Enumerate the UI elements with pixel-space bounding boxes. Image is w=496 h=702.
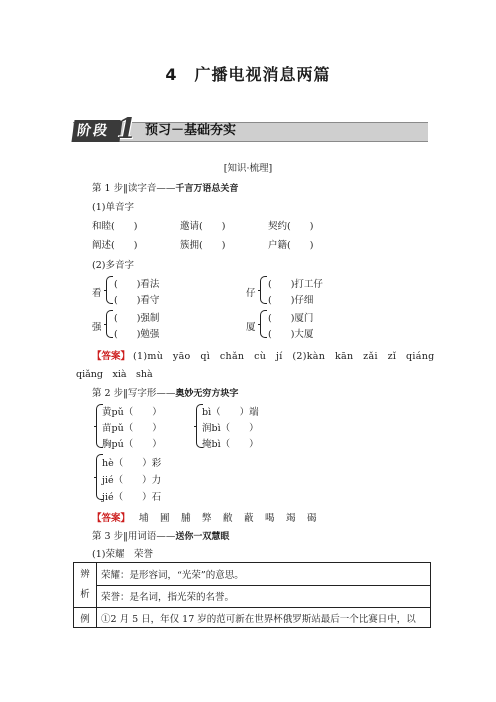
single-cell: 户籍( ) xyxy=(268,240,314,251)
single-cell: 阐述( ) xyxy=(92,240,138,251)
glyph-item: 胸pú（ ） xyxy=(102,439,162,450)
multi-option: ( )看法 xyxy=(114,279,160,290)
words-heading: (1)荣耀 荣誉 xyxy=(92,549,153,560)
multi-option: ( )强制 xyxy=(114,313,160,324)
glyph-item: hè（ ）彩 xyxy=(102,458,162,469)
multi-option: ( )厦门 xyxy=(268,313,314,324)
single-cell: 契约( ) xyxy=(268,221,314,232)
glyph-item: 黄pǔ（ ） xyxy=(102,407,162,418)
single-cell: 邀请( ) xyxy=(180,221,226,232)
multi-option: ( )大厦 xyxy=(268,329,314,340)
page-title: 4 广播电视消息两篇 xyxy=(165,65,331,84)
multi-char: 仔 xyxy=(246,288,256,299)
table-cell: 荣耀：是形容词，“光荣”的意思。 xyxy=(97,563,431,586)
multi-option: ( )看守 xyxy=(114,295,160,306)
glyph-item: bì（ ）端 xyxy=(202,407,259,418)
step3-label: 第 3 步‖用词语—— xyxy=(92,531,176,542)
glyph-item: 掩bì（ ） xyxy=(202,439,259,450)
step3-heading xyxy=(92,528,229,542)
banner-title: 预习－基础夯实 xyxy=(145,123,237,138)
table-row xyxy=(74,585,431,608)
brace xyxy=(260,310,267,338)
side-char: 析 xyxy=(80,589,90,600)
step2-bold: 奥妙无穷方块字 xyxy=(175,389,239,399)
step2-label: 第 2 步‖写字形—— xyxy=(92,388,176,399)
step3-bold: 送你一双慧眼 xyxy=(175,532,230,542)
multi-heading: (2)多音字 xyxy=(92,260,134,271)
brace xyxy=(260,276,267,304)
answer-block xyxy=(92,510,318,524)
multi-char: 看 xyxy=(92,288,102,299)
glyph-item: 苗pǔ（ ） xyxy=(102,423,162,434)
table-side-label: 例 xyxy=(74,608,97,628)
single-heading: (1)单音字 xyxy=(92,202,134,213)
answer-block xyxy=(92,348,435,362)
banner-stage-number: 1 xyxy=(117,112,137,145)
multi-char: 厦 xyxy=(246,322,256,333)
banner-stage-label: 阶段 xyxy=(71,120,122,142)
side-char: 辨 xyxy=(80,569,90,580)
answer-text: (1)mù yāo qì chǎn cù jí (2)kàn kān zǎi zǐ qiáng xyxy=(133,351,435,362)
analysis-table xyxy=(73,562,431,628)
multi-char: 强 xyxy=(92,322,102,333)
glyph-item: jié（ ）力 xyxy=(102,475,162,486)
multi-option: ( )打工仔 xyxy=(268,279,323,290)
glyph-item: 润bì（ ） xyxy=(202,423,259,434)
step1-label: 第 1 步‖读字音—— xyxy=(92,183,176,194)
answer-label: 【答案】 xyxy=(92,351,131,362)
section-banner xyxy=(73,114,428,144)
table-side-label xyxy=(74,563,97,608)
table-row xyxy=(74,563,431,586)
single-cell: 簇拥( ) xyxy=(180,240,226,251)
section-header: [知识·梳理] xyxy=(223,163,273,174)
multi-option: ( )勉强 xyxy=(114,329,160,340)
step2-heading xyxy=(92,385,238,399)
answer-label: 【答案】 xyxy=(92,513,131,524)
brace xyxy=(106,276,113,304)
step1-heading xyxy=(92,180,238,194)
answer-text-cont: qiǎng xià shà xyxy=(76,369,153,380)
table-row xyxy=(74,608,431,628)
glyph-item: jié（ ）石 xyxy=(102,492,162,503)
table-cell: 荣誉：是名词，指光荣的名誉。 xyxy=(97,585,431,608)
answer-text: 埔 圃 脯 弊 敝 蔽 喝 竭 碣 xyxy=(139,513,318,524)
brace xyxy=(106,310,113,338)
table-cell: ①2 月 5 日，年仅 17 岁的范可新在世界杯俄罗斯站最后一个比赛日中，以 xyxy=(97,608,431,628)
multi-option: ( )仔细 xyxy=(268,295,314,306)
single-cell: 和睦( ) xyxy=(92,221,138,232)
step1-bold: 千言万语总关音 xyxy=(175,184,239,194)
